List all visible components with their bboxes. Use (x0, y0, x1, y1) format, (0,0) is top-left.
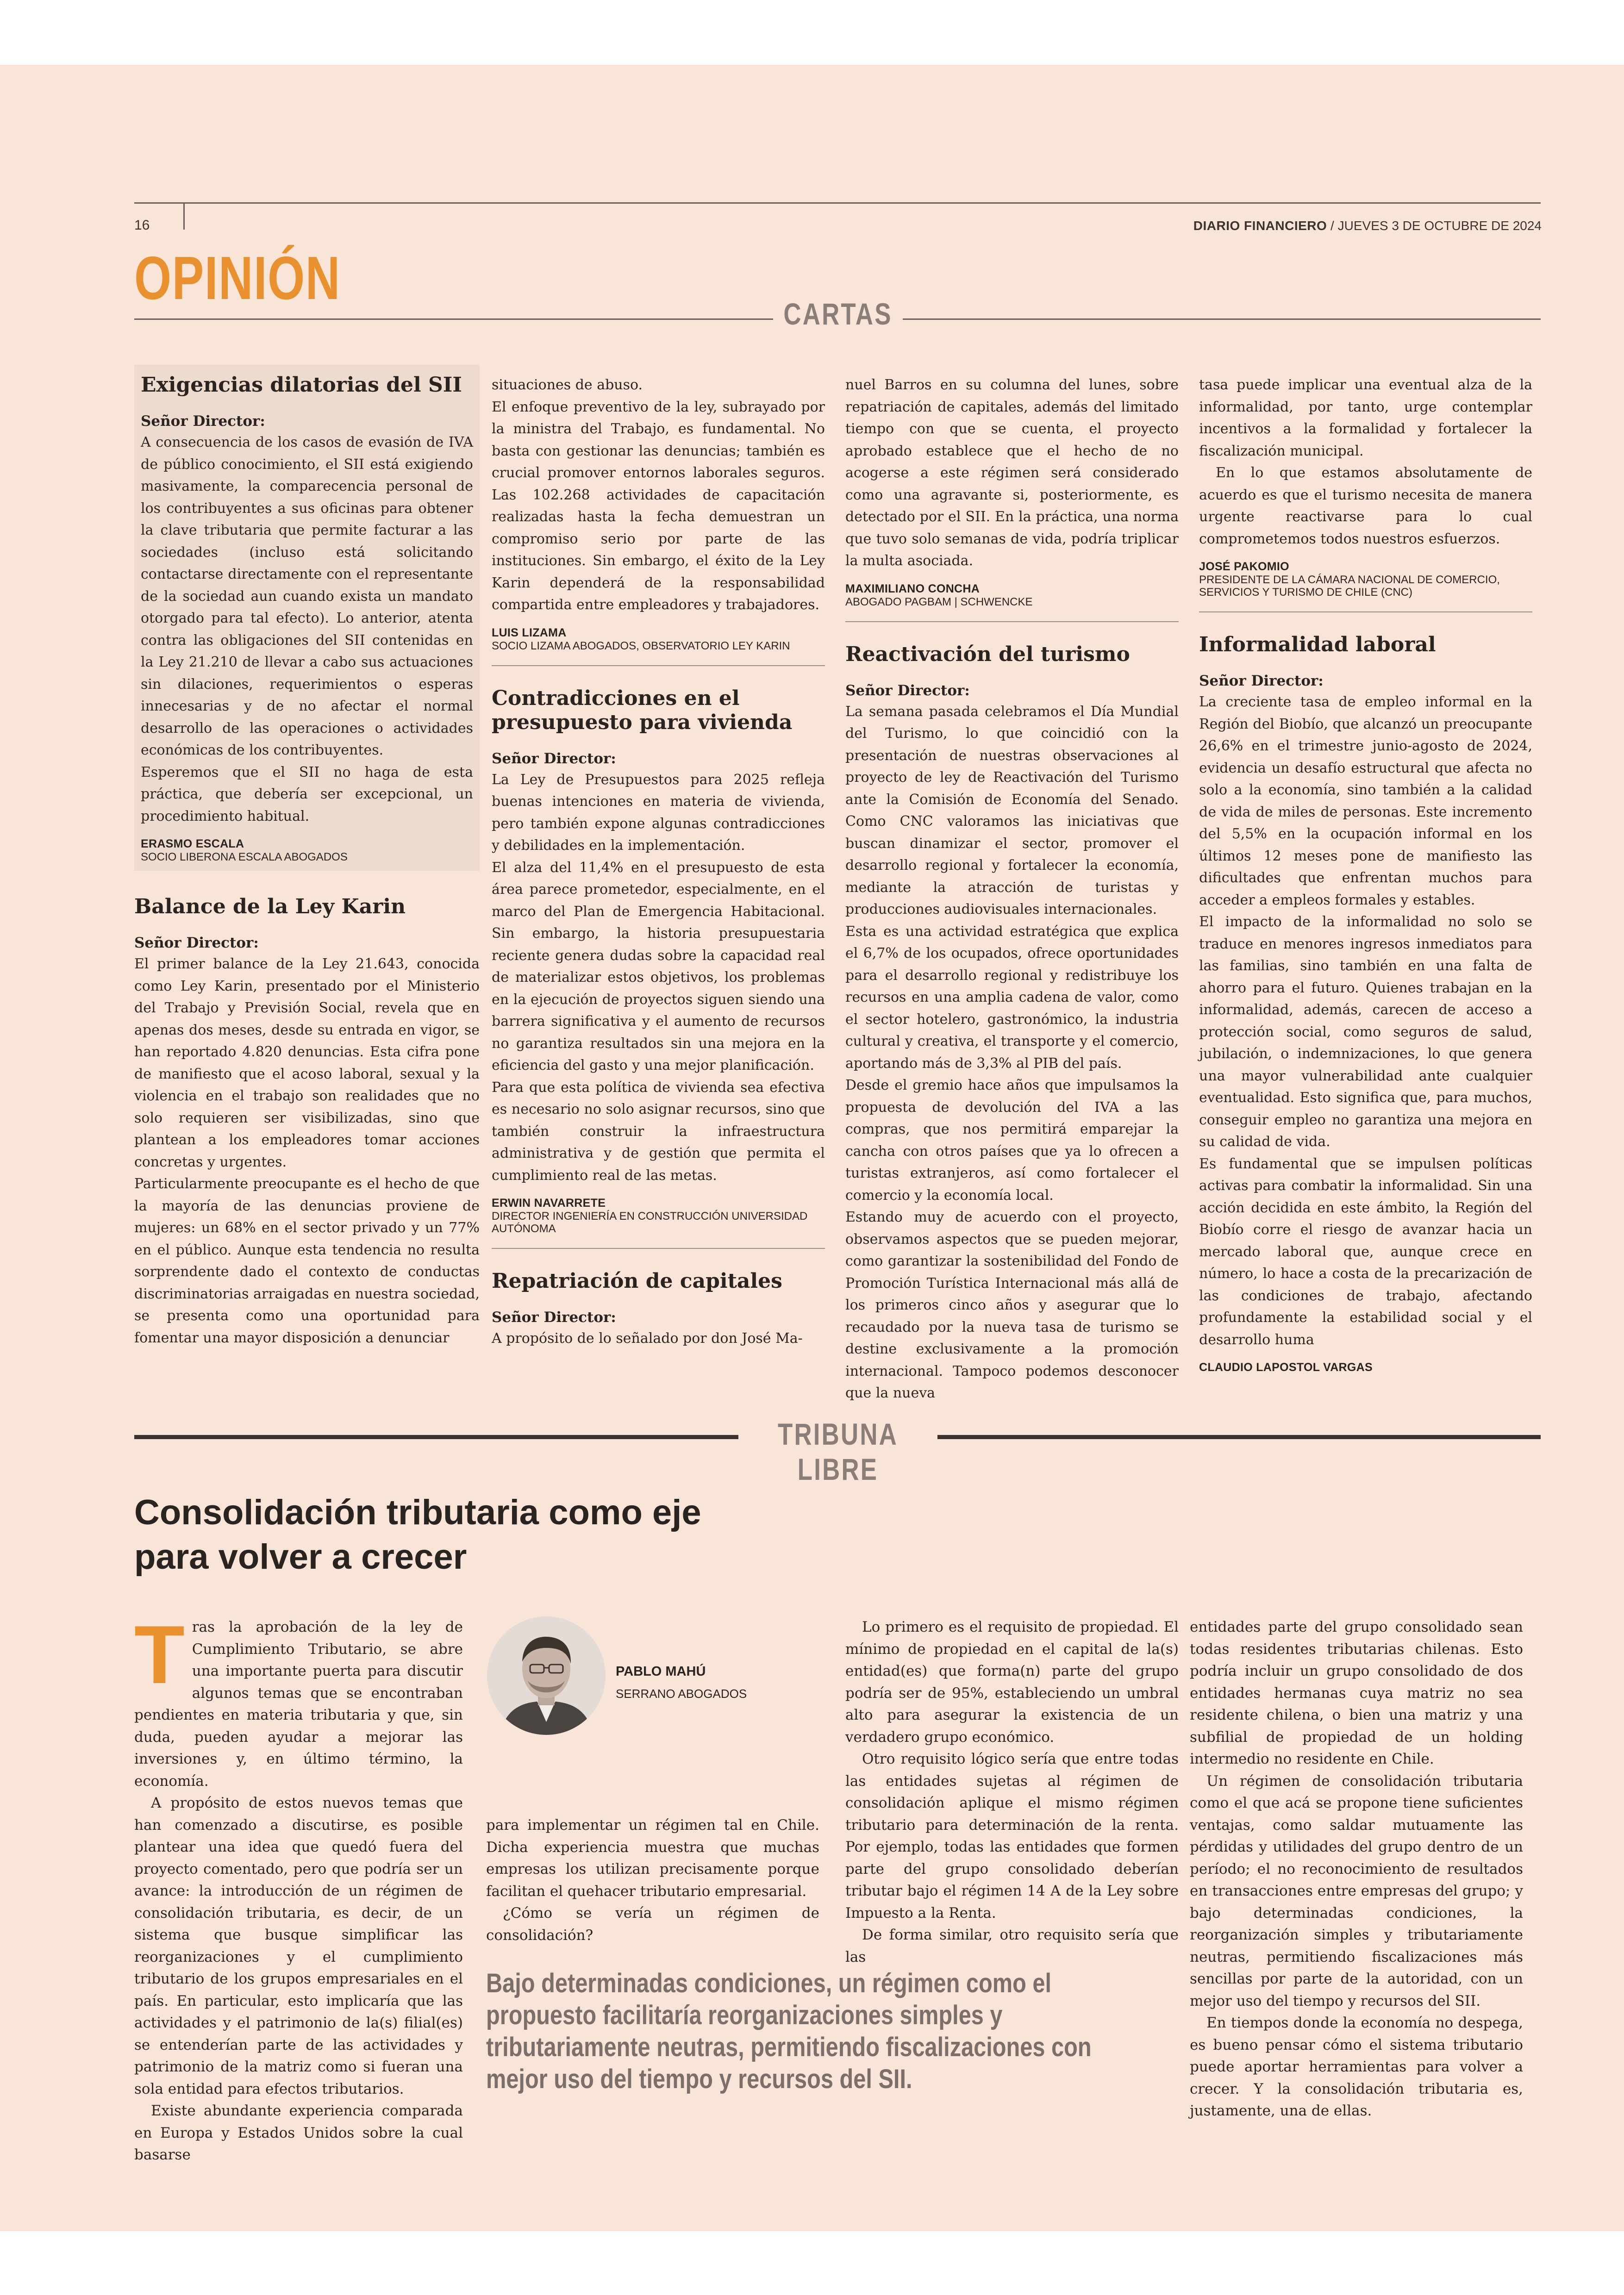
author-organization: SERRANO ABOGADOS (616, 1687, 747, 1701)
subsection-label: CARTAS (773, 296, 903, 331)
header-rule (134, 202, 1541, 204)
letter-paragraph: Particularmente preocupante es el hecho de que la mayoría de las denuncias proviene de mujeres: un 68% en el sector privado y un 77% en el público. Aunque esta tendencia no resulta sorprendente dado el contexto de conductas discriminatorias arraigadas en nuestra sociedad, se presenta como una oportunidad para fomentar una mayor disposición a denunciar (134, 1176, 480, 1346)
letter-paragraph: La semana pasada celebramos el Día Mundial del Turismo, lo que coincidió con la presentación de nuestras observaciones al proyecto de ley de Reactivación del Turismo ante la Comisión de Economía del Senado. Como CNC valoramos las iniciativas que buscan dinamizar el sector, promover el desarrollo regional y fortalecer la economía, mediante la atracción de turistas y producciones audiovisuales internacionales. (845, 703, 1179, 917)
letter-title: Balance de la Ley Karin (134, 895, 406, 918)
issue-date: / JUEVES 3 DE OCTUBRE DE 2024 (1327, 218, 1542, 233)
dropcap: T (134, 1609, 185, 1701)
letter-paragraph: Para que esta política de vivienda sea efectiva es necesario no solo asignar recursos, sino que también construir la infraestructura administrativa y de gestión que permita el cumplimiento real de las metas. (492, 1079, 825, 1184)
letter-affiliation: DIRECTOR INGENIERÍA EN CONSTRUCCIÓN UNIVERSIDAD AUTÓNOMA (492, 1210, 808, 1235)
author-photo (486, 1615, 606, 1736)
article-paragraph: Un régimen de consolidación tributaria como el que acá se propone tiene suficientes ventajas, como saldar mutuamente las pérdidas y utilidades del grupo dentro de un período; el no reconocimiento de resultados en transacciones entre empresas del grupo; y bajo determinadas condiciones, la reorganización simples y tributariamente neutras, permitiendo fiscalizaciones más sencillas por parte de la autoridad, con un mejor uso del tiempo y recursos del SII. (1190, 1772, 1523, 2009)
author-credit (616, 1664, 747, 1701)
letter-paragraph: El primer balance de la Ley 21.643, conocida como Ley Karin, presentado por el Ministerio del Trabajo y Previsión Social, revela que en apenas dos meses, desde su entrada en vigor, se han reportado 4.820 denuncias. Esta cifra pone de manifiesto que el acoso laboral, sexual y la violencia en el trabajo son realidades que no solo requieren ser visibilizadas, sino que plantean a los empleadores tomar acciones concretas y urgentes. (134, 956, 480, 1170)
letter-paragraph: A propósito de lo señalado por don José Ma- (492, 1330, 803, 1347)
letter-informalidad (1199, 633, 1532, 1374)
letter-affiliation: SOCIO LIZAMA ABOGADOS, OBSERVATORIO LEY KARIN (492, 639, 790, 652)
letter-signature: ERASMO ESCALA (141, 837, 244, 850)
letter-title: Informalidad laboral (1199, 633, 1436, 656)
letter-paragraph: Desde el gremio hace años que impulsamos la propuesta de devolución del IVA a las compras, que nos permitirá emparejar la cancha con otros países que ya lo ofrecen a turistas extranjeros, así como fortalecer el comercio y la economía local. (845, 1077, 1179, 1204)
tribuna-rule-right (937, 1435, 1541, 1439)
column-3 (845, 374, 1179, 1404)
column-1 (134, 365, 480, 1349)
article-paragraph: A propósito de estos nuevos temas que han comenzado a discutirse, es posible plantear una idea que quedó fuera del proyecto comentado, pero que podría ser un avance: la introducción de un régimen de consolidación tributaria, es decir, de un sistema que busque simplificar las reorganizaciones y el cumplimiento tributario de los grupos empresariales en el país. En particular, esto implicaría que las actividades y el patrimonio de la(s) filial(es) se entenderían parte de las actividades y patrimonio de la matriz como si fueran una sola entidad para efectos tributarios. (134, 1795, 463, 2097)
letter-affiliation: PRESIDENTE DE LA CÁMARA NACIONAL DE COMERCIO, SERVICIOS Y TURISMO DE CHILE (CNC) (1199, 574, 1500, 599)
letter-signature: CLAUDIO LAPOSTOL VARGAS (1199, 1361, 1373, 1374)
article-paragraph: para implementar un régimen tal en Chile. Dicha experiencia muestra que muchas empresas los utilizan precisamente porque facilitan el quehacer tributario empresarial. (486, 1817, 819, 1900)
article-column-2 (486, 1815, 819, 1946)
article-column-1 (134, 1609, 463, 2166)
letter-paragraph: La creciente tasa de empleo informal en la Región del Biobío, que alcanzó un preocupante 26,6% en el trimestre junio-agosto de 2024, evidencia un desafío estructural que afecta no solo a la economía, sino también a la calidad de vida de miles de personas. Este incremento del 5,5% en la ocupación informal en los últimos 12 meses pone de manifiesto las dificultades que enfrentan muchos para acceder a empleos formales y estables. (1199, 694, 1532, 908)
article-paragraph: ras la aprobación de la ley de Cumplimiento Tributario, se abre una importante puerta para discutir algunos temas que se encontraban pendientes en materia tributaria y que, sin duda, pueden ayudar a mejorar las inversiones y, en último término, la economía. (134, 1619, 463, 1790)
article-column-3 (845, 1616, 1179, 1968)
letter-affiliation: ABOGADO PAGBAM | SCHWENCKE (845, 595, 1033, 608)
cartas-label-wrap (708, 296, 968, 331)
letter-paragraph: Esperemos que el SII no haga de esta práctica, que debería ser excepcional, un procedimiento habitual. (141, 764, 473, 824)
author-portrait-icon (486, 1615, 606, 1736)
article-paragraph: Otro requisito lógico sería que entre todas las entidades sujetas al régimen de consolidación aplique el mismo régimen tributario para determinación de la renta. Por ejemplo, todas las entidades que formen parte del grupo consolidado deberían tributar bajo el régimen 14 A de la Ley sobre Impuesto a la Renta. (845, 1751, 1179, 1921)
letter-paragraph-continued: tasa puede implicar una eventual alza de la informalidad, por tanto, urge contemplar incentivos a la formalidad y fortalecer la fiscalización municipal. (1199, 377, 1532, 459)
tribuna-label-wrap (738, 1416, 937, 1487)
masthead (986, 218, 1542, 233)
letter-title: Contradicciones en el presupuesto para vivienda (492, 686, 793, 734)
letter-paragraph: Estando muy de acuerdo con el proyecto, observamos aspectos que se pueden mejorar, como garantizar la sostenibilidad del Fondo de Promoción Turística Internacional más allá de los primeros cinco años y asegurar que lo recaudado por la nueva tasa de turismo se destine exclusivamente a la promoción internacional. Tampoco podemos desconocer que la nueva (845, 1209, 1179, 1401)
header-tick (183, 204, 185, 230)
letter-title: Reactivación del turismo (845, 642, 1130, 666)
tribuna-rule-left (134, 1435, 738, 1439)
salutation: Señor Director: (492, 750, 616, 767)
letter-paragraph: A consecuencia de los casos de evasión de IVA de público conocimiento, el SII está exigiendo masivamente, la comparecencia personal de los contribuyentes a sus oficinas para obtener la clave tributaria que permite facturar a las sociedades (incluso está solicitando contactarse directamente con el representante de la sociedad aun cuando exista un mandato otorgado para tal efecto). Lo anterior, atenta contra las obligaciones del SII contenidas en la Ley 21.210 de llevar a cabo sus actuaciones sin dilaciones, requerimientos o esperas innecesarias y de no afectar el normal desarrollo de las operaciones o actividades económicas de los contribuyentes. (141, 434, 473, 758)
letter-paragraph-continued: situaciones de abuso. (492, 377, 643, 393)
letter-paragraph: En lo que estamos absolutamente de acuerdo es que el turismo necesita de manera urgente reactivarse para lo cual comprometemos todos nuestros esfuerzos. (1199, 465, 1532, 547)
letter-separator (1199, 611, 1532, 612)
salutation: Señor Director: (134, 935, 259, 951)
article-column-4 (1190, 1616, 1523, 2122)
letter-paragraph: Esta es una actividad estratégica que explica el 6,7% de los ocupados, ofrece oportunidades para el desarrollo regional y redistribuye los recursos en una amplia cadena de valor, como el sector hotelero, gastronómico, la industria cultural y creativa, el transporte y el comercio, aportando más de 3,3% al PIB del país. (845, 923, 1179, 1072)
letter-affiliation: SOCIO LIBERONA ESCALA ABOGADOS (141, 851, 348, 863)
article-paragraph: Lo primero es el requisito de propiedad. El mínimo de propiedad en el capital de la(s) entidad(es) que forma(n) parte del grupo podría ser de 95%, estableciendo un umbral alto para asegurar la existencia de un verdadero grupo económico. (845, 1619, 1179, 1746)
letter-paragraph-continued: nuel Barros en su columna del lunes, sobre repatriación de capitales, además del limitado tiempo con que se cuenta, el proyecto aprobado establece que el hecho de no acogerse a este régimen será considerado como una agravante si, posteriormente, es detectado por el SII. En la práctica, una norma que tuvo solo semanas de vida, podría triplicar la multa asociada. (845, 377, 1179, 569)
letter-paragraph: Es fundamental que se impulsen políticas activas para combatir la informalidad. Sin una acción decidida en este ámbito, la Región del Biobío corre el riesgo de avanzar hacia un mercado laboral que, aunque crece en número, lo hace a costa de la precarización de las condiciones de trabajo, afectando profundamente la estabilidad social y el desarrollo huma (1199, 1155, 1532, 1348)
letter-paragraph: La Ley de Presupuestos para 2025 refleja buenas intenciones en materia de vivienda, pero también expone algunas contradicciones y debilidades en la implementación. (492, 771, 825, 854)
pull-quote: Bajo determinadas condiciones, un régimen como el propuesto facilitaría reorganizaciones simples y tributariamente neutras, permitiendo fiscalizaciones con mejor uso del tiempo y recursos del SII. (486, 1968, 1092, 2094)
section-title: OPINIÓN (134, 244, 341, 312)
letter-separator (845, 621, 1179, 622)
column-2 (492, 374, 825, 1350)
letter-separator (492, 1248, 825, 1249)
letter-vivienda (492, 686, 825, 1235)
salutation: Señor Director: (1199, 673, 1324, 689)
letter-karin (134, 895, 480, 1349)
letter-title: Exigencias dilatorias del SII (141, 373, 462, 397)
page-number: 16 (134, 218, 150, 233)
article-paragraph: Existe abundante experiencia comparada en Europa y Estados Unidos sobre la cual basarse (134, 2102, 463, 2163)
letter-paragraph: El enfoque preventivo de la ley, subrayado por la ministra del Trabajo, es fundamental. No basta con gestionar las denuncias; también es crucial promover entornos laborales seguros. Las 102.268 actividades de capacitación realizadas hasta la fecha demuestran un compromiso serio por parte de las instituciones. Sin embargo, el éxito de la Ley Karin dependerá de la responsabilidad compartida entre empleadores y trabajadores. (492, 399, 825, 613)
letter-signature: MAXIMILIANO CONCHA (845, 582, 980, 595)
article-title-line: para volver a crecer (134, 1537, 467, 1577)
article-paragraph: entidades parte del grupo consolidado sean todas residentes tributarias chilenas. Esto podría incluir un grupo consolidado de dos entidades hermanas cuya matriz no sea residente chilena, o bien una matriz y una subfilial de propiedad de un holding intermedio no residente en Chile. (1190, 1619, 1523, 1767)
tribuna-label: TRIBUNA LIBRE (758, 1416, 918, 1487)
letter-title: Repatriación de capitales (492, 1269, 782, 1293)
letter-paragraph: El alza del 11,4% en el presupuesto de esta área parece prometedor, especialmente, en el marco del Plan de Emergencia Habitacional. Sin embargo, la historia presupuestaria reciente genera dudas sobre la capacidad real de materializar estos objetivos, los problemas en la ejecución de proyectos siguen siendo una barrera significativa y el aumento de recursos no garantiza resultados sin una mejora en la eficiencia del gasto y una mejor planificación. (492, 859, 825, 1073)
salutation: Señor Director: (141, 413, 265, 430)
letter-signature: JOSÉ PAKOMIO (1199, 560, 1289, 573)
letter-signature: LUIS LIZAMA (492, 626, 567, 639)
salutation: Señor Director: (492, 1309, 616, 1326)
article-paragraph: En tiempos donde la economía no despega, es bueno pensar cómo el sistema tributario puede aportar herramientas para volver a crecer. Y la consolidación tributaria es, justamente, una de ellas. (1190, 2014, 1523, 2119)
letter-separator (492, 665, 825, 666)
letter-capitales (492, 1269, 825, 1350)
publication-name: DIARIO FINANCIERO (1193, 218, 1327, 233)
salutation: Señor Director: (845, 682, 970, 699)
letter-paragraph: El impacto de la informalidad no solo se traduce en menores ingresos inmediatos para las familias, sino también en una falta de ahorro para el futuro. Quienes trabajan en la informalidad, además, carecen de acceso a protección social, como seguros de salud, jubilación, o indemnizaciones, lo que genera una mayor vulnerabilidad ante cualquier eventualidad. Esto significa que, para muchos, conseguir empleo no garantiza una mejora en su calidad de vida. (1199, 914, 1532, 1150)
letter-sii (134, 365, 480, 871)
article-paragraph: De forma similar, otro requisito sería que las (845, 1927, 1179, 1965)
author-name: PABLO MAHÚ (616, 1664, 706, 1679)
column-4 (1199, 374, 1532, 1374)
article-title-line: Consolidación tributaria como eje (134, 1493, 701, 1532)
letter-signature: ERWIN NAVARRETE (492, 1197, 606, 1210)
article-title (134, 1491, 1060, 1579)
newspaper-page (0, 65, 1624, 2231)
article-paragraph: ¿Cómo se vería un régimen de consolidación? (486, 1905, 819, 1944)
letter-turismo (845, 642, 1179, 1404)
